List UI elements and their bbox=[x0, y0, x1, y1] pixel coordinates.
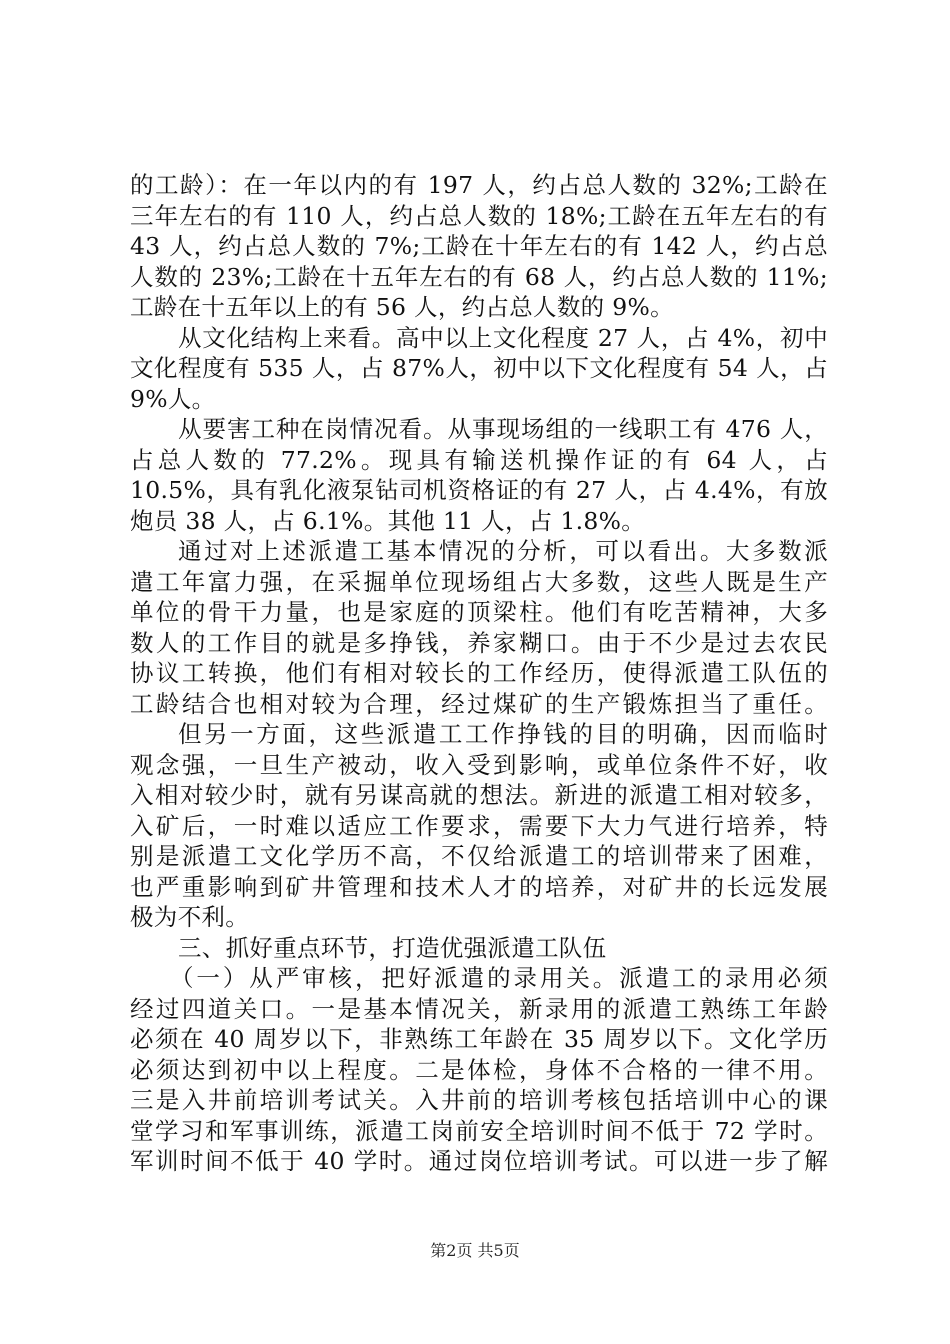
text-line: 通过对上述派遣工基本情况的分析，可以看出。大多数派 bbox=[178, 537, 828, 565]
text-line: 极为不利。 bbox=[130, 903, 249, 931]
text-line: 的工龄）：在一年以内的有 197 人，约占总人数的 32%;工龄在 bbox=[130, 171, 828, 199]
text-line: 入矿后，一时难以适应工作要求，需要下大力气进行培养，特 bbox=[130, 811, 828, 840]
text-line: 必须在 40 周岁以下，非熟练工年龄在 35 周岁以下。文化学历 bbox=[130, 1025, 828, 1053]
text-line: 43 人，约占总人数的 7%;工龄在十年左右的有 142 人，约占总 bbox=[130, 232, 828, 260]
text-line: 从文化结构上来看。高中以上文化程度 27 人，占 4%，初中 bbox=[178, 323, 828, 352]
text-line: 也严重影响到矿井管理和技术人才的培养，对矿井的长远发展 bbox=[130, 872, 828, 901]
text-line: 炮员 38 人，占 6.1%。其他 11 人，占 1.8%。 bbox=[130, 506, 646, 535]
document-body bbox=[130, 170, 828, 1177]
text-line: 但另一方面，这些派遣工工作挣钱的目的明确，因而临时 bbox=[178, 720, 828, 748]
text-line: 遣工年富力强，在采掘单位现场组占大多数，这些人既是生产 bbox=[130, 567, 828, 596]
text-line: 数人的工作目的就是多挣钱，养家糊口。由于不少是过去农民 bbox=[130, 628, 828, 657]
text-line: 工龄结合也相对较为合理，经过煤矿的生产锻炼担当了重任。 bbox=[130, 689, 828, 718]
page-footer: 第2页 共5页 bbox=[430, 1241, 520, 1260]
text-line: 经过四道关口。一是基本情况关，新录用的派遣工熟练工年龄 bbox=[130, 994, 828, 1023]
text-line: 9%人。 bbox=[130, 384, 216, 413]
text-line: 三是入井前培训考试关。入井前的培训考核包括培训中心的课 bbox=[130, 1086, 828, 1114]
text-line: 三、抓好重点环节，打造优强派遣工队伍 bbox=[178, 933, 607, 962]
text-line: 军训时间不低于 40 学时。通过岗位培训考试。可以进一步了解 bbox=[130, 1147, 828, 1175]
text-line: 工龄在十五年以上的有 56 人，约占总人数的 9%。 bbox=[130, 293, 674, 321]
text-line: 从要害工种在岗情况看。从事现场组的一线职工有 476 人， bbox=[178, 415, 828, 443]
text-line: 三年左右的有 110 人，约占总人数的 18%;工龄在五年左右的有 bbox=[130, 201, 828, 230]
text-line: 单位的骨干力量，也是家庭的顶梁柱。他们有吃苦精神，大多 bbox=[130, 598, 828, 626]
text-line: 人数的 23%;工龄在十五年左右的有 68 人，约占总人数的 11%; bbox=[130, 262, 828, 291]
text-line: 10.5%，具有乳化液泵钻司机资格证的有 27 人，占 4.4%，有放 bbox=[130, 476, 828, 504]
text-line: 文化程度有 535 人，占 87%人，初中以下文化程度有 54 人，占 bbox=[130, 354, 828, 382]
text-line: （一）从严审核，把好派遣的录用关。派遣工的录用必须 bbox=[170, 964, 828, 992]
text-line: 占总人数的 77.2%。现具有输送机操作证的有 64 人，占 bbox=[130, 445, 828, 474]
text-line: 堂学习和军事训练，派遣工岗前安全培训时间不低于 72 学时。 bbox=[130, 1116, 828, 1145]
text-line: 协议工转换，他们有相对较长的工作经历，使得派遣工队伍的 bbox=[130, 659, 828, 687]
text-line: 别是派遣工文化学历不高，不仅给派遣工的培训带来了困难， bbox=[130, 842, 828, 870]
text-line: 入相对较少时，就有另谋高就的想法。新进的派遣工相对较多， bbox=[130, 781, 828, 809]
text-line: 必须达到初中以上程度。二是体检，身体不合格的一律不用。 bbox=[130, 1055, 828, 1084]
text-line: 观念强，一旦生产被动，收入受到影响，或单位条件不好，收 bbox=[130, 750, 828, 779]
